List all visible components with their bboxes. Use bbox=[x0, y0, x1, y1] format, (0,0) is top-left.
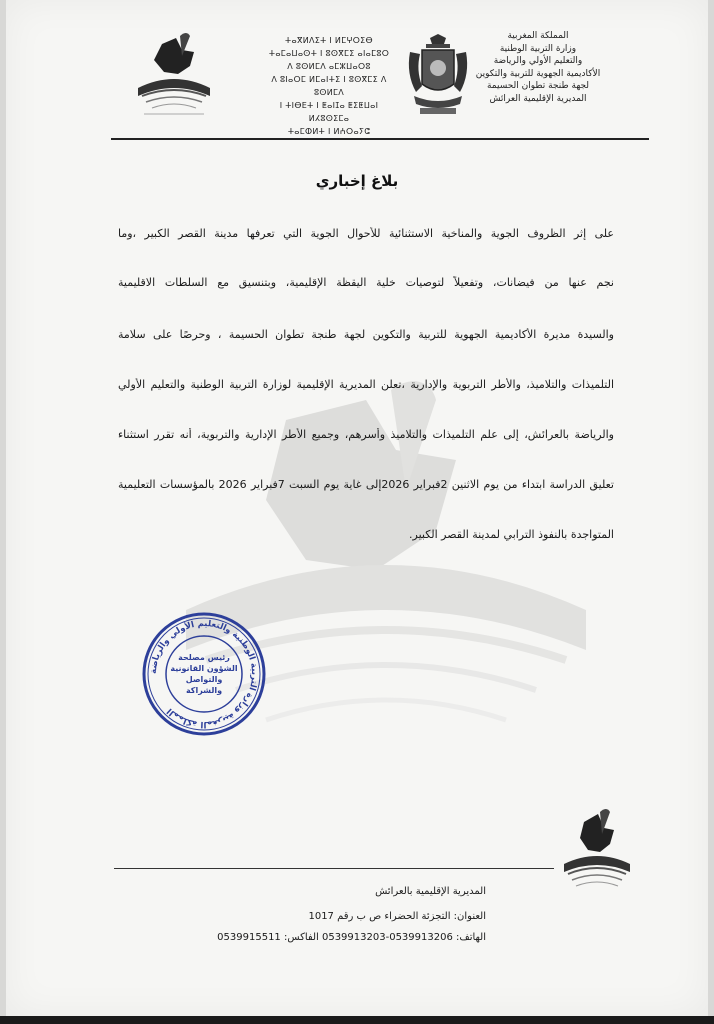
header-line: لجهة طنجة تطوان الحسيمة bbox=[486, 81, 590, 91]
tifinagh-line: ⴷ ⵓⵏⴰⵔⵎ ⵍⵎⴰⵏⵜⵉ ⵏ ⵓⵙⴳⵎⵉ ⴷ ⵓⵙⵍⵎⴷ bbox=[271, 75, 387, 97]
header-line: والتعليم الأولي والرياضة bbox=[493, 56, 583, 66]
body-line: التلميذات والتلاميذ، والأطر التربوية والإدارية ،تعلن المديرية الإقليمية لوزارة التربية الوطنية والتعليم الأولي bbox=[118, 378, 614, 391]
header-divider bbox=[111, 138, 649, 140]
tifinagh-line: ⴷ ⵓⵙⵍⵎⴷ ⴰⵎⵣⵡⴰⵔⵓ bbox=[287, 62, 371, 71]
header-line: وزارة التربية الوطنية bbox=[499, 43, 577, 54]
stamp-outer-text: المملكة المغربية وزارة التربية الوطنية والتعليم الأولي والرياضة bbox=[148, 618, 260, 730]
official-stamp bbox=[142, 612, 266, 736]
tifinagh-line: ⵜⴰⴳⵍⴷⵉⵜ ⵏ ⵍⵎⵖⵔⵉⴱ bbox=[285, 36, 373, 45]
footer-address: العنوان: التجزئة الحضراء ص ب رقم 1017 bbox=[308, 911, 486, 922]
document-title: بلاغ إخباري bbox=[315, 172, 399, 190]
body-line: على إثر الظروف الجوية والمناخية الاستثنائية للأحوال الجوية التي تعرفها مدينة القصر الكبير ،وما bbox=[118, 227, 614, 240]
body-line: والسيدة مديرة الأكاديمية الجهوية للتربية والتكوين لجهة طنجة تطوان الحسيمة ، وحرصًا على سلامة bbox=[118, 328, 614, 341]
tifinagh-line: ⵏ ⵜⵏⴱⴹⵜ ⵏ ⵟⴰⵏⵊⴰ ⵟⵉⵟⵡⴰⵏ ⵍⵃⵓⵙⵉⵎⴰ bbox=[279, 101, 379, 123]
tifinagh-line: ⵜⴰⵎⴰⵡⴰⵙⵜ ⵏ ⵓⵙⴳⵎⵉ ⴰⵏⴰⵎⵓⵔ bbox=[268, 49, 390, 58]
header-line: المديرية الإقليمية العرائش bbox=[489, 93, 587, 104]
footer-phone-fax: الهاتف: 0539913206-0539913203 الفاكس: 0539915511 bbox=[217, 932, 486, 943]
body-line: المتواجدة بالنفوذ الترابي لمدينة القصر الكبير. bbox=[409, 528, 614, 541]
footer-directorate: المديرية الإقليمية بالعرائش bbox=[375, 886, 486, 897]
arabic-header bbox=[472, 30, 604, 105]
tifinagh-header bbox=[268, 34, 390, 138]
directorate-logo-right bbox=[558, 808, 636, 898]
body-line: تعليق الدراسة ابتداء من يوم الاثنين 2فبراير 2026إلى غاية يوم السبت 7فبراير 2026 بالمؤسسات التعليمية bbox=[118, 478, 614, 491]
body-line: نجم عنها من فيضانات، وتفعيلاً لتوصيات خلية اليقظة الإقليمية، وبتنسيق مع السلطات الاقليمية bbox=[118, 276, 614, 289]
footer-divider bbox=[114, 868, 554, 869]
stamp-center-text: رئيس مصلحة الشؤون القانونية والتواصل والشراكة bbox=[170, 653, 238, 695]
coat-of-arms-emblem bbox=[404, 34, 472, 120]
tifinagh-line: ⵜⴰⵎⵀⵍⵜ ⵏ ⵍⵄⵔⴰⵢⵛ bbox=[287, 127, 371, 136]
body-line: والرياضة بالعرائش، إلى علم التلميذات والتلاميذ وأسرهم، وجميع الأطر الإدارية والتربوية، أنه تقرر استثناء bbox=[118, 428, 614, 441]
document-page bbox=[6, 0, 708, 1016]
header-line: الأكاديمية الجهوية للتربية والتكوين bbox=[475, 68, 601, 79]
directorate-logo-left bbox=[124, 30, 224, 120]
header-line: المملكة المغربية bbox=[507, 31, 569, 41]
scan-edge bbox=[0, 1016, 714, 1024]
